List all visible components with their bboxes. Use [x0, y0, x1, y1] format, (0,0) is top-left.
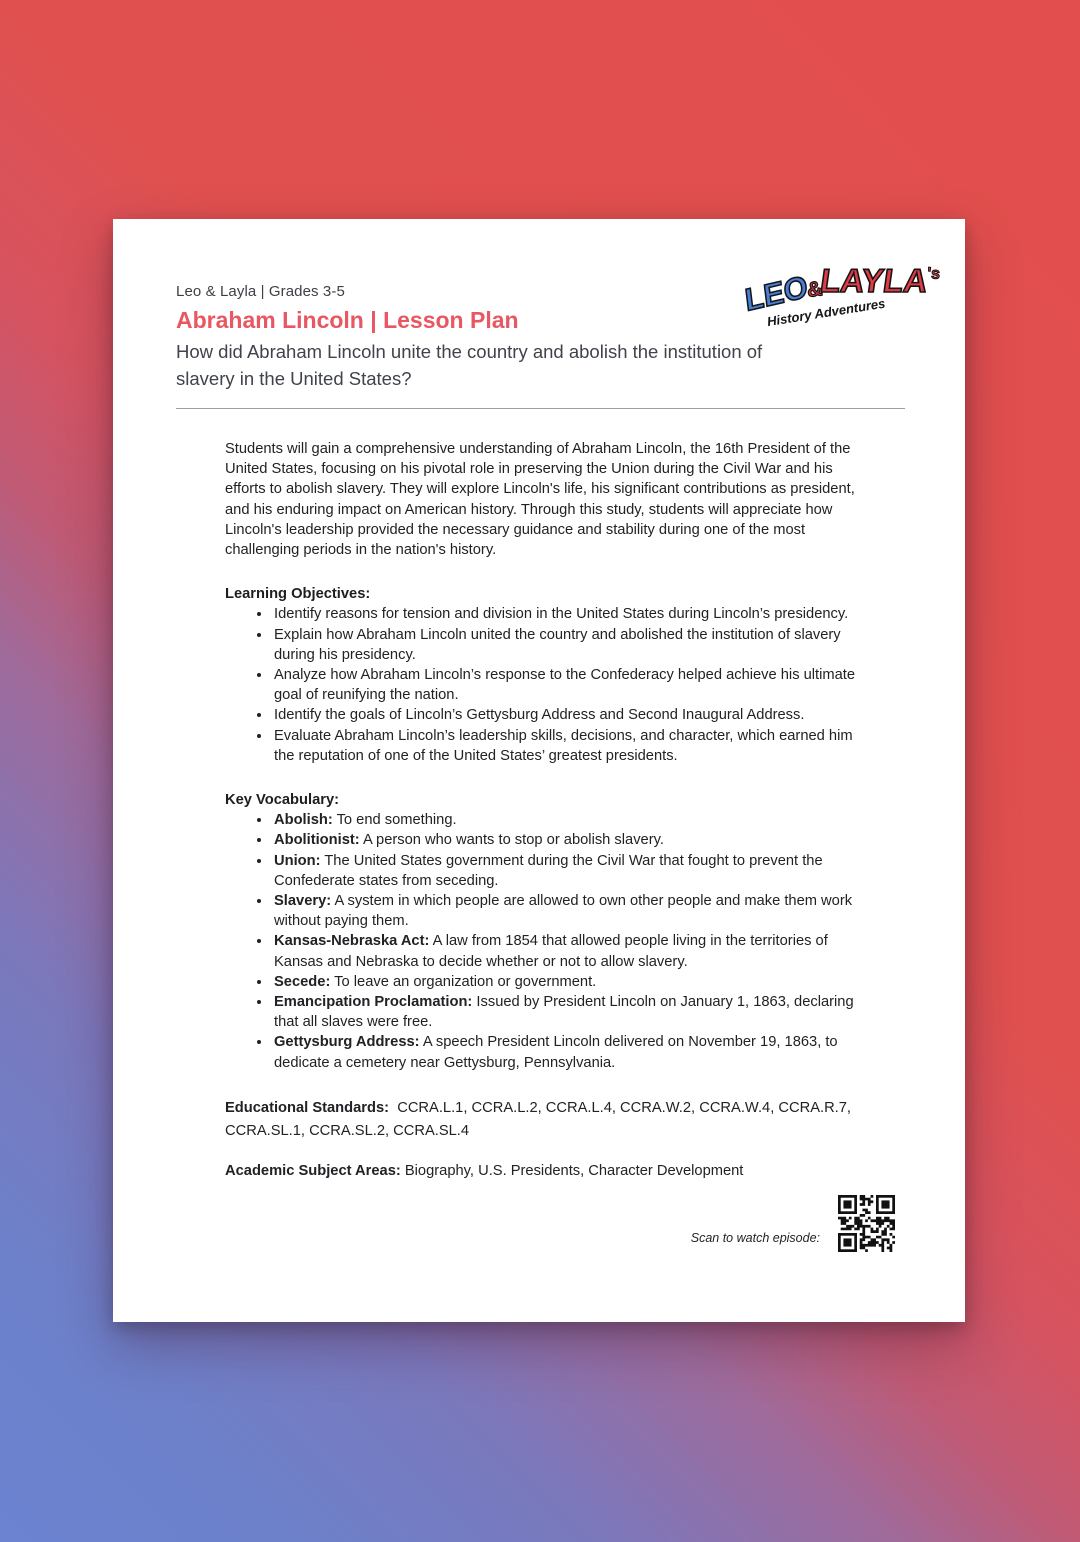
logo-ampersand: & [805, 277, 824, 302]
vocabulary-term: Union: [274, 852, 321, 869]
logo-layla-text: LAYLA [817, 261, 931, 299]
brand-tagline: History Adventures [765, 295, 887, 330]
vocabulary-term: Emancipation Proclamation: [274, 994, 473, 1011]
eyebrow-text: Leo & Layla | Grades 3-5 [176, 283, 345, 300]
document-page [113, 219, 965, 1322]
objective-text: Analyze how Abraham Lincoln’s response to the Confederacy helped achieve his ultimate goal of reunifying the nation. [274, 667, 856, 704]
vocabulary-item [272, 931, 875, 971]
scan-label: Scan to watch episode: [690, 1230, 820, 1245]
objective-item [272, 625, 875, 665]
vocabulary-item [272, 851, 875, 891]
vocabulary-item [272, 891, 875, 931]
subjects-label: Academic Subject Areas: [225, 1162, 401, 1179]
objective-item [272, 604, 875, 624]
vocabulary-definition: Issued by President Lincoln on January 1, 1863, declaring that all slaves were free. [274, 994, 854, 1031]
academic-subject-areas [225, 1160, 875, 1183]
vocabulary-list [225, 810, 875, 1073]
vocabulary-term: Slavery: [274, 893, 332, 910]
vocabulary-term: Secede: [274, 973, 331, 990]
vocabulary-definition: To leave an organization or government. [334, 973, 597, 990]
vocabulary-item [272, 810, 875, 830]
objective-text: Explain how Abraham Lincoln united the country and abolished the institution of slavery during his presidency. [274, 626, 841, 663]
qr-code-image [838, 1195, 895, 1252]
standards-label: Educational Standards: [225, 1099, 390, 1116]
vocabulary-definition: A speech President Lincoln delivered on November 19, 1863, to dedicate a cemetery near Gettysburg, Pennsylvania. [274, 1034, 838, 1071]
header-divider [176, 408, 905, 409]
episode-link-row [225, 1195, 895, 1252]
vocabulary-definition: To end something. [336, 812, 457, 829]
objectives-list [225, 604, 875, 766]
vocabulary-term: Abolish: [274, 812, 333, 829]
objective-text: Evaluate Abraham Lincoln’s leadership skills, decisions, and character, which earned him the reputation of one of the United States’ greatest presidents. [274, 727, 853, 764]
objective-item [272, 705, 875, 725]
objectives-heading: Learning Objectives: [225, 586, 371, 603]
vocabulary-definition: The United States government during the Civil War that fought to prevent the Confederate states from seceding. [274, 852, 823, 889]
vocabulary-item [272, 972, 875, 992]
vocabulary-item [272, 830, 875, 850]
lesson-overview: Students will gain a comprehensive understanding of Abraham Lincoln, the 16th President of the United States, focusing on his pivotal role in preserving the Union during the Civil War and his efforts to abolish slavery. They will explore Lincoln's life, his significant contributions as president, and his enduring impact on American history. Through this study, students will appreciate how Lincoln's leadership provided the necessary guidance and stability during one of the most challenging periods in the nation's history. [225, 441, 855, 559]
vocabulary-item [272, 1032, 875, 1072]
objective-item [272, 665, 875, 705]
vocabulary-term: Kansas-Nebraska Act: [274, 933, 430, 950]
logo-apostrophe-s: 's [926, 264, 941, 283]
objective-text: Identify the goals of Lincoln’s Gettysburg Address and Second Inaugural Address. [274, 707, 805, 724]
vocabulary-item [272, 992, 875, 1032]
qr-code [838, 1195, 895, 1252]
vocabulary-term: Abolitionist: [274, 832, 360, 849]
vocabulary-definition: A person who wants to stop or abolish slavery. [362, 832, 664, 849]
objective-text: Identify reasons for tension and division in the United States during Lincoln’s presidency. [274, 606, 849, 623]
vocabulary-definition: A law from 1854 that allowed people living in the territories of Kansas and Nebraska to decide whether or not to allow slavery. [274, 933, 828, 970]
logo-leo-text: LEO [743, 268, 810, 318]
page-title: Abraham Lincoln | Lesson Plan [176, 307, 519, 333]
essential-question: How did Abraham Lincoln unite the country and abolish the institution of slavery in the United States? [176, 341, 763, 389]
vocabulary-definition: A system in which people are allowed to own other people and make them work without paying them. [274, 893, 853, 930]
subjects-value: Biography, U.S. Presidents, Character Development [404, 1162, 744, 1179]
educational-standards [225, 1097, 875, 1143]
page-header [176, 261, 941, 392]
vocabulary-term: Gettysburg Address: [274, 1034, 420, 1051]
vocabulary-heading: Key Vocabulary: [225, 792, 340, 809]
standards-value: CCRA.L.1, CCRA.L.2, CCRA.L.4, CCRA.W.2, CCRA.W.4, CCRA.R.7, CCRA.SL.1, CCRA.SL.2, CCRA.SL.4 [225, 1099, 852, 1139]
objective-item [272, 726, 875, 766]
lesson-content [225, 439, 875, 1252]
